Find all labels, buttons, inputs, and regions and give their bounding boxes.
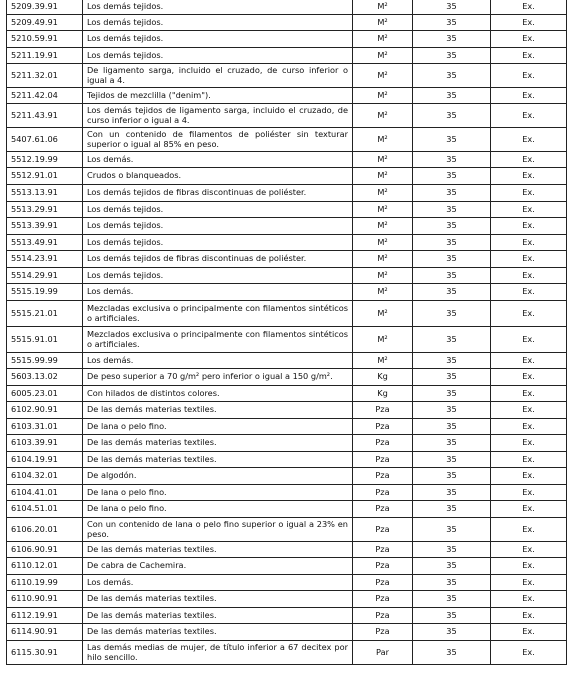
note-cell: Ex. bbox=[491, 104, 567, 128]
table-row bbox=[7, 501, 567, 518]
unit-cell: Pza bbox=[353, 591, 413, 608]
note-cell: Ex. bbox=[491, 251, 567, 268]
rate-cell: 35 bbox=[413, 31, 491, 48]
table-row bbox=[7, 558, 567, 575]
unit-cell: M² bbox=[353, 284, 413, 301]
description-cell: Los demás tejidos. bbox=[83, 48, 353, 64]
note-cell: Ex. bbox=[491, 185, 567, 202]
note-cell: Ex. bbox=[491, 435, 567, 452]
description-cell: De algodón. bbox=[83, 468, 353, 485]
description-cell: De las demás materias textiles. bbox=[83, 608, 353, 624]
note-cell: Ex. bbox=[491, 542, 567, 558]
tariff-code-cell: 6104.19.91 bbox=[7, 452, 83, 468]
table-row bbox=[7, 235, 567, 251]
unit-cell: Pza bbox=[353, 558, 413, 575]
description-cell: Los demás. bbox=[83, 152, 353, 168]
description-cell: Los demás. bbox=[83, 284, 353, 301]
rate-cell: 35 bbox=[413, 0, 491, 15]
rate-cell: 35 bbox=[413, 202, 491, 218]
note-cell: Ex. bbox=[491, 64, 567, 88]
table-row bbox=[7, 369, 567, 386]
rate-cell: 35 bbox=[413, 327, 491, 353]
table-row bbox=[7, 452, 567, 468]
description-cell: De lana o pelo fino. bbox=[83, 419, 353, 435]
note-cell: Ex. bbox=[491, 575, 567, 591]
tariff-code-cell: 5211.43.91 bbox=[7, 104, 83, 128]
note-cell: Ex. bbox=[491, 218, 567, 235]
tariff-code-cell: 5211.32.01 bbox=[7, 64, 83, 88]
tariff-code-cell: 5514.23.91 bbox=[7, 251, 83, 268]
unit-cell: M² bbox=[353, 218, 413, 235]
unit-cell: M² bbox=[353, 185, 413, 202]
rate-cell: 35 bbox=[413, 64, 491, 88]
description-cell: Los demás tejidos. bbox=[83, 0, 353, 15]
rate-cell: 35 bbox=[413, 353, 491, 369]
tariff-code-cell: 5513.13.91 bbox=[7, 185, 83, 202]
table-row bbox=[7, 31, 567, 48]
rate-cell: 35 bbox=[413, 218, 491, 235]
unit-cell: M² bbox=[353, 0, 413, 15]
note-cell: Ex. bbox=[491, 88, 567, 104]
note-cell: Ex. bbox=[491, 641, 567, 665]
table-row bbox=[7, 251, 567, 268]
tariff-code-cell: 5210.59.91 bbox=[7, 31, 83, 48]
note-cell: Ex. bbox=[491, 353, 567, 369]
note-cell: Ex. bbox=[491, 591, 567, 608]
rate-cell: 35 bbox=[413, 485, 491, 501]
note-cell: Ex. bbox=[491, 301, 567, 327]
note-cell: Ex. bbox=[491, 386, 567, 402]
description-cell: De lana o pelo fino. bbox=[83, 485, 353, 501]
tariff-code-cell: 5211.19.91 bbox=[7, 48, 83, 64]
note-cell: Ex. bbox=[491, 168, 567, 185]
description-cell: De las demás materias textiles. bbox=[83, 435, 353, 452]
table-row bbox=[7, 185, 567, 202]
table-row bbox=[7, 64, 567, 88]
unit-cell: M² bbox=[353, 15, 413, 31]
tariff-code-cell: 6104.41.01 bbox=[7, 485, 83, 501]
unit-cell: Pza bbox=[353, 518, 413, 542]
rate-cell: 35 bbox=[413, 235, 491, 251]
note-cell: Ex. bbox=[491, 15, 567, 31]
unit-cell: M² bbox=[353, 168, 413, 185]
tariff-code-cell: 5515.21.01 bbox=[7, 301, 83, 327]
tariff-code-cell: 6103.39.91 bbox=[7, 435, 83, 452]
note-cell: Ex. bbox=[491, 558, 567, 575]
unit-cell: M² bbox=[353, 235, 413, 251]
unit-cell: M² bbox=[353, 64, 413, 88]
tariff-code-cell: 5515.99.99 bbox=[7, 353, 83, 369]
unit-cell: Kg bbox=[353, 386, 413, 402]
unit-cell: Pza bbox=[353, 575, 413, 591]
description-cell: Los demás tejidos. bbox=[83, 268, 353, 284]
unit-cell: M² bbox=[353, 128, 413, 152]
tariff-code-cell: 6110.19.99 bbox=[7, 575, 83, 591]
tariff-code-cell: 5514.29.91 bbox=[7, 268, 83, 284]
note-cell: Ex. bbox=[491, 501, 567, 518]
description-cell: Con un contenido de lana o pelo fino superior o igual a 23% en peso. bbox=[83, 518, 353, 542]
description-cell: De las demás materias textiles. bbox=[83, 402, 353, 419]
description-cell: Con hilados de distintos colores. bbox=[83, 386, 353, 402]
tariff-code-cell: 5211.42.04 bbox=[7, 88, 83, 104]
rate-cell: 35 bbox=[413, 641, 491, 665]
unit-cell: M² bbox=[353, 251, 413, 268]
table-row bbox=[7, 202, 567, 218]
table-row bbox=[7, 218, 567, 235]
description-cell: De peso superior a 70 g/m² pero inferior o igual a 150 g/m². bbox=[83, 369, 353, 386]
note-cell: Ex. bbox=[491, 468, 567, 485]
tariff-code-cell: 5407.61.06 bbox=[7, 128, 83, 152]
unit-cell: Pza bbox=[353, 624, 413, 641]
unit-cell: M² bbox=[353, 353, 413, 369]
description-cell: De cabra de Cachemira. bbox=[83, 558, 353, 575]
unit-cell: Pza bbox=[353, 402, 413, 419]
rate-cell: 35 bbox=[413, 575, 491, 591]
table-row bbox=[7, 301, 567, 327]
tariff-code-cell: 5603.13.02 bbox=[7, 369, 83, 386]
description-cell: De las demás materias textiles. bbox=[83, 624, 353, 641]
rate-cell: 35 bbox=[413, 48, 491, 64]
rate-cell: 35 bbox=[413, 15, 491, 31]
description-cell: Los demás tejidos. bbox=[83, 31, 353, 48]
unit-cell: Pza bbox=[353, 468, 413, 485]
table-row bbox=[7, 152, 567, 168]
tariff-code-cell: 6104.32.01 bbox=[7, 468, 83, 485]
tariff-code-cell: 5513.49.91 bbox=[7, 235, 83, 251]
description-cell: Las demás medias de mujer, de título inferior a 67 decitex por hilo sencillo. bbox=[83, 641, 353, 665]
table-row bbox=[7, 435, 567, 452]
unit-cell: Kg bbox=[353, 369, 413, 386]
table-row bbox=[7, 48, 567, 64]
rate-cell: 35 bbox=[413, 185, 491, 202]
unit-cell: Pza bbox=[353, 501, 413, 518]
rate-cell: 35 bbox=[413, 435, 491, 452]
table-row bbox=[7, 327, 567, 353]
rate-cell: 35 bbox=[413, 558, 491, 575]
note-cell: Ex. bbox=[491, 452, 567, 468]
rate-cell: 35 bbox=[413, 88, 491, 104]
tariff-code-cell: 6110.12.01 bbox=[7, 558, 83, 575]
table-row bbox=[7, 485, 567, 501]
tariff-code-cell: 6112.19.91 bbox=[7, 608, 83, 624]
tariff-code-cell: 5515.91.01 bbox=[7, 327, 83, 353]
note-cell: Ex. bbox=[491, 268, 567, 284]
description-cell: Los demás tejidos. bbox=[83, 202, 353, 218]
tariff-code-cell: 6102.90.91 bbox=[7, 402, 83, 419]
description-cell: Los demás tejidos. bbox=[83, 235, 353, 251]
description-cell: Mezcladas exclusiva o principalmente con filamentos sintéticos o artificiales. bbox=[83, 301, 353, 327]
description-cell: Mezclados exclusiva o principalmente con filamentos sintéticos o artificiales. bbox=[83, 327, 353, 353]
note-cell: Ex. bbox=[491, 608, 567, 624]
rate-cell: 35 bbox=[413, 128, 491, 152]
table-row bbox=[7, 353, 567, 369]
tariff-code-cell: 6114.90.91 bbox=[7, 624, 83, 641]
tariff-code-cell: 5513.29.91 bbox=[7, 202, 83, 218]
rate-cell: 35 bbox=[413, 251, 491, 268]
tariff-table-body bbox=[7, 0, 567, 665]
tariff-table bbox=[6, 0, 567, 665]
unit-cell: Pza bbox=[353, 542, 413, 558]
tariff-code-cell: 5513.39.91 bbox=[7, 218, 83, 235]
rate-cell: 35 bbox=[413, 284, 491, 301]
description-cell: De las demás materias textiles. bbox=[83, 452, 353, 468]
rate-cell: 35 bbox=[413, 518, 491, 542]
note-cell: Ex. bbox=[491, 369, 567, 386]
description-cell: Los demás tejidos. bbox=[83, 15, 353, 31]
tariff-code-cell: 5209.49.91 bbox=[7, 15, 83, 31]
note-cell: Ex. bbox=[491, 152, 567, 168]
table-row bbox=[7, 624, 567, 641]
unit-cell: Pza bbox=[353, 435, 413, 452]
description-cell: Con un contenido de filamentos de poliéster sin texturar superior o igual al 85% en peso. bbox=[83, 128, 353, 152]
description-cell: De las demás materias textiles. bbox=[83, 591, 353, 608]
note-cell: Ex. bbox=[491, 518, 567, 542]
tariff-code-cell: 6005.23.01 bbox=[7, 386, 83, 402]
unit-cell: Par bbox=[353, 641, 413, 665]
description-cell: Tejidos de mezclilla ("denim"). bbox=[83, 88, 353, 104]
table-row bbox=[7, 15, 567, 31]
unit-cell: M² bbox=[353, 268, 413, 284]
tariff-code-cell: 6104.51.01 bbox=[7, 501, 83, 518]
unit-cell: Pza bbox=[353, 419, 413, 435]
tariff-code-cell: 5209.39.91 bbox=[7, 0, 83, 15]
table-row bbox=[7, 608, 567, 624]
note-cell: Ex. bbox=[491, 485, 567, 501]
note-cell: Ex. bbox=[491, 0, 567, 15]
note-cell: Ex. bbox=[491, 327, 567, 353]
table-row bbox=[7, 591, 567, 608]
rate-cell: 35 bbox=[413, 268, 491, 284]
description-cell: Los demás tejidos. bbox=[83, 218, 353, 235]
note-cell: Ex. bbox=[491, 402, 567, 419]
note-cell: Ex. bbox=[491, 202, 567, 218]
description-cell: Crudos o blanqueados. bbox=[83, 168, 353, 185]
table-row bbox=[7, 468, 567, 485]
table-row bbox=[7, 88, 567, 104]
table-row bbox=[7, 575, 567, 591]
unit-cell: M² bbox=[353, 88, 413, 104]
tariff-code-cell: 5512.91.01 bbox=[7, 168, 83, 185]
unit-cell: M² bbox=[353, 48, 413, 64]
note-cell: Ex. bbox=[491, 624, 567, 641]
rate-cell: 35 bbox=[413, 542, 491, 558]
table-row bbox=[7, 268, 567, 284]
note-cell: Ex. bbox=[491, 128, 567, 152]
unit-cell: M² bbox=[353, 104, 413, 128]
table-row bbox=[7, 402, 567, 419]
tariff-code-cell: 6115.30.91 bbox=[7, 641, 83, 665]
tariff-code-cell: 6103.31.01 bbox=[7, 419, 83, 435]
table-row bbox=[7, 128, 567, 152]
rate-cell: 35 bbox=[413, 104, 491, 128]
table-row bbox=[7, 104, 567, 128]
unit-cell: M² bbox=[353, 327, 413, 353]
note-cell: Ex. bbox=[491, 48, 567, 64]
note-cell: Ex. bbox=[491, 31, 567, 48]
description-cell: Los demás tejidos de fibras discontinuas de poliéster. bbox=[83, 251, 353, 268]
table-row bbox=[7, 0, 567, 15]
rate-cell: 35 bbox=[413, 168, 491, 185]
rate-cell: 35 bbox=[413, 452, 491, 468]
rate-cell: 35 bbox=[413, 386, 491, 402]
rate-cell: 35 bbox=[413, 624, 491, 641]
description-cell: De las demás materias textiles. bbox=[83, 542, 353, 558]
note-cell: Ex. bbox=[491, 284, 567, 301]
rate-cell: 35 bbox=[413, 369, 491, 386]
table-row bbox=[7, 284, 567, 301]
rate-cell: 35 bbox=[413, 608, 491, 624]
tariff-code-cell: 6106.90.91 bbox=[7, 542, 83, 558]
unit-cell: Pza bbox=[353, 452, 413, 468]
tariff-code-cell: 5512.19.99 bbox=[7, 152, 83, 168]
rate-cell: 35 bbox=[413, 501, 491, 518]
unit-cell: M² bbox=[353, 31, 413, 48]
unit-cell: M² bbox=[353, 202, 413, 218]
table-row bbox=[7, 641, 567, 665]
note-cell: Ex. bbox=[491, 419, 567, 435]
table-row bbox=[7, 168, 567, 185]
rate-cell: 35 bbox=[413, 402, 491, 419]
rate-cell: 35 bbox=[413, 591, 491, 608]
description-cell: De lana o pelo fino. bbox=[83, 501, 353, 518]
table-row bbox=[7, 518, 567, 542]
rate-cell: 35 bbox=[413, 301, 491, 327]
tariff-code-cell: 6110.90.91 bbox=[7, 591, 83, 608]
table-row bbox=[7, 542, 567, 558]
table-row bbox=[7, 386, 567, 402]
table-row bbox=[7, 419, 567, 435]
description-cell: De ligamento sarga, incluido el cruzado, de curso inferior o igual a 4. bbox=[83, 64, 353, 88]
description-cell: Los demás. bbox=[83, 353, 353, 369]
rate-cell: 35 bbox=[413, 419, 491, 435]
description-cell: Los demás. bbox=[83, 575, 353, 591]
rate-cell: 35 bbox=[413, 152, 491, 168]
unit-cell: Pza bbox=[353, 608, 413, 624]
unit-cell: M² bbox=[353, 152, 413, 168]
description-cell: Los demás tejidos de ligamento sarga, incluido el cruzado, de curso inferior o igual a 4. bbox=[83, 104, 353, 128]
tariff-code-cell: 6106.20.01 bbox=[7, 518, 83, 542]
note-cell: Ex. bbox=[491, 235, 567, 251]
unit-cell: M² bbox=[353, 301, 413, 327]
unit-cell: Pza bbox=[353, 485, 413, 501]
description-cell: Los demás tejidos de fibras discontinuas de poliéster. bbox=[83, 185, 353, 202]
rate-cell: 35 bbox=[413, 468, 491, 485]
tariff-code-cell: 5515.19.99 bbox=[7, 284, 83, 301]
